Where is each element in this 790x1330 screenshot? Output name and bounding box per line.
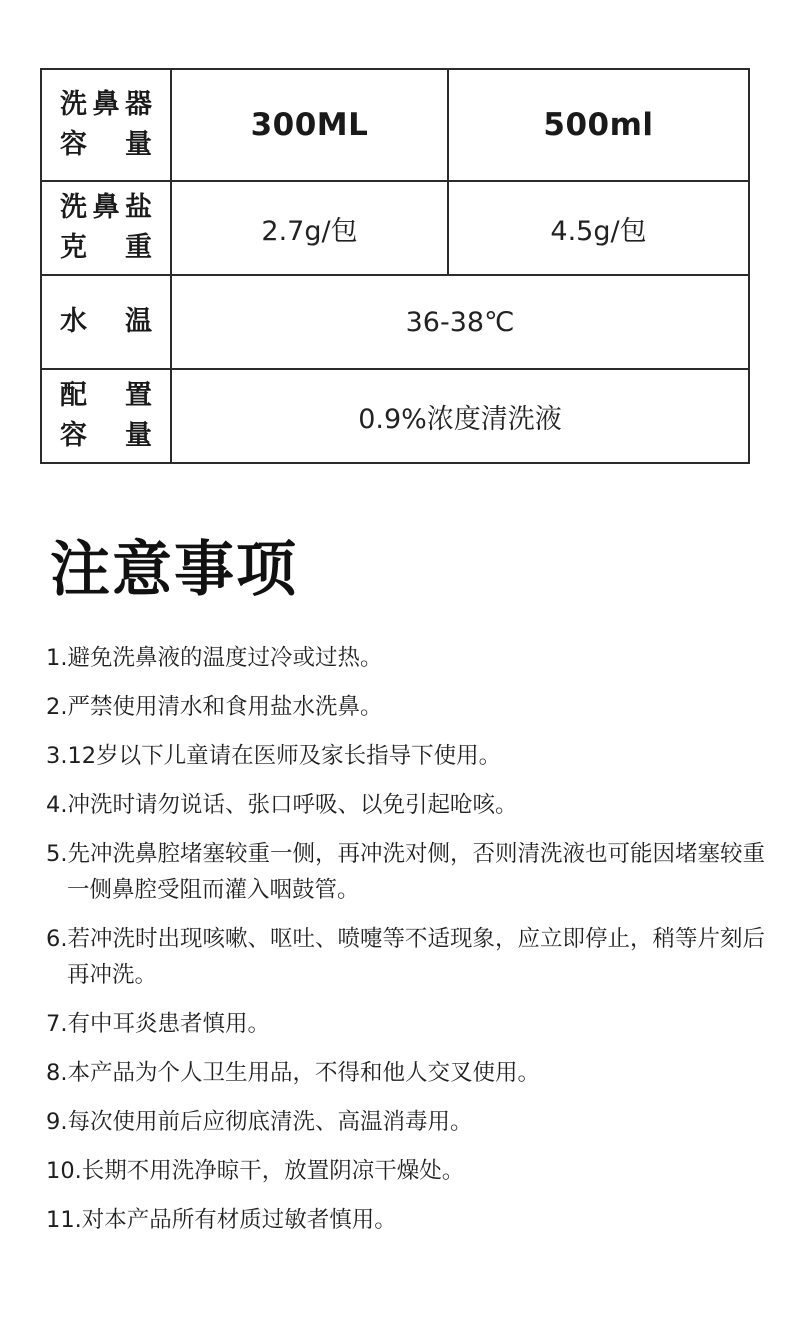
salt-weight-large-cell: 4.5g/包 [448, 181, 749, 275]
list-item: 11.对本产品所有材质过敏者慎用。 [46, 1207, 397, 1233]
list-item: 5.先冲洗鼻腔堵塞较重一侧，再冲洗对侧，否则清洗液也可能因堵塞较重一侧鼻腔受阻而灌入咽鼓管。 [46, 841, 765, 903]
label-capacity [41, 69, 171, 181]
notice-title: 注意事项 [50, 535, 298, 605]
label-salt-weight [41, 181, 171, 275]
label-line: 水温 [60, 306, 152, 337]
label-line: 洗鼻器 [60, 89, 152, 120]
label-line: 配置 [60, 380, 152, 411]
water-temp-cell: 36-38℃ [171, 275, 749, 369]
label-solution [41, 369, 171, 463]
capacity-300-cell: 300ML [171, 69, 448, 181]
label-line: 容量 [60, 420, 152, 451]
label-line: 洗鼻盐 [60, 192, 152, 223]
label-line: 克重 [60, 232, 152, 263]
label-water-temp [41, 275, 171, 369]
table-row-solution [41, 369, 749, 463]
spec-table [40, 68, 750, 464]
salt-weight-small-cell: 2.7g/包 [171, 181, 448, 275]
label-line: 容量 [60, 129, 152, 160]
list-item: 7.有中耳炎患者慎用。 [46, 1011, 270, 1037]
list-item: 9.每次使用前后应彻底清洗、高温消毒用。 [46, 1109, 473, 1135]
table-row-water-temp [41, 275, 749, 369]
list-item: 8.本产品为个人卫生用品，不得和他人交叉使用。 [46, 1060, 540, 1086]
list-item: 6.若冲洗时出现咳嗽、呕吐、喷嚏等不适现象，应立即停止，稍等片刻后再冲洗。 [46, 926, 765, 988]
list-item: 3.12岁以下儿童请在医师及家长指导下使用。 [46, 743, 502, 769]
table-row-salt-weight [41, 181, 749, 275]
list-item: 2.严禁使用清水和食用盐水洗鼻。 [46, 694, 383, 720]
list-item: 10.长期不用洗净晾干，放置阴凉干燥处。 [46, 1158, 465, 1184]
solution-cell: 0.9%浓度清洗液 [171, 369, 749, 463]
capacity-500-cell: 500ml [448, 69, 749, 181]
list-item: 4.冲洗时请勿说话、张口呼吸、以免引起呛咳。 [46, 792, 518, 818]
notice-list [46, 640, 776, 1251]
table-row-capacity [41, 69, 749, 181]
list-item: 1.避免洗鼻液的温度过冷或过热。 [46, 645, 383, 671]
